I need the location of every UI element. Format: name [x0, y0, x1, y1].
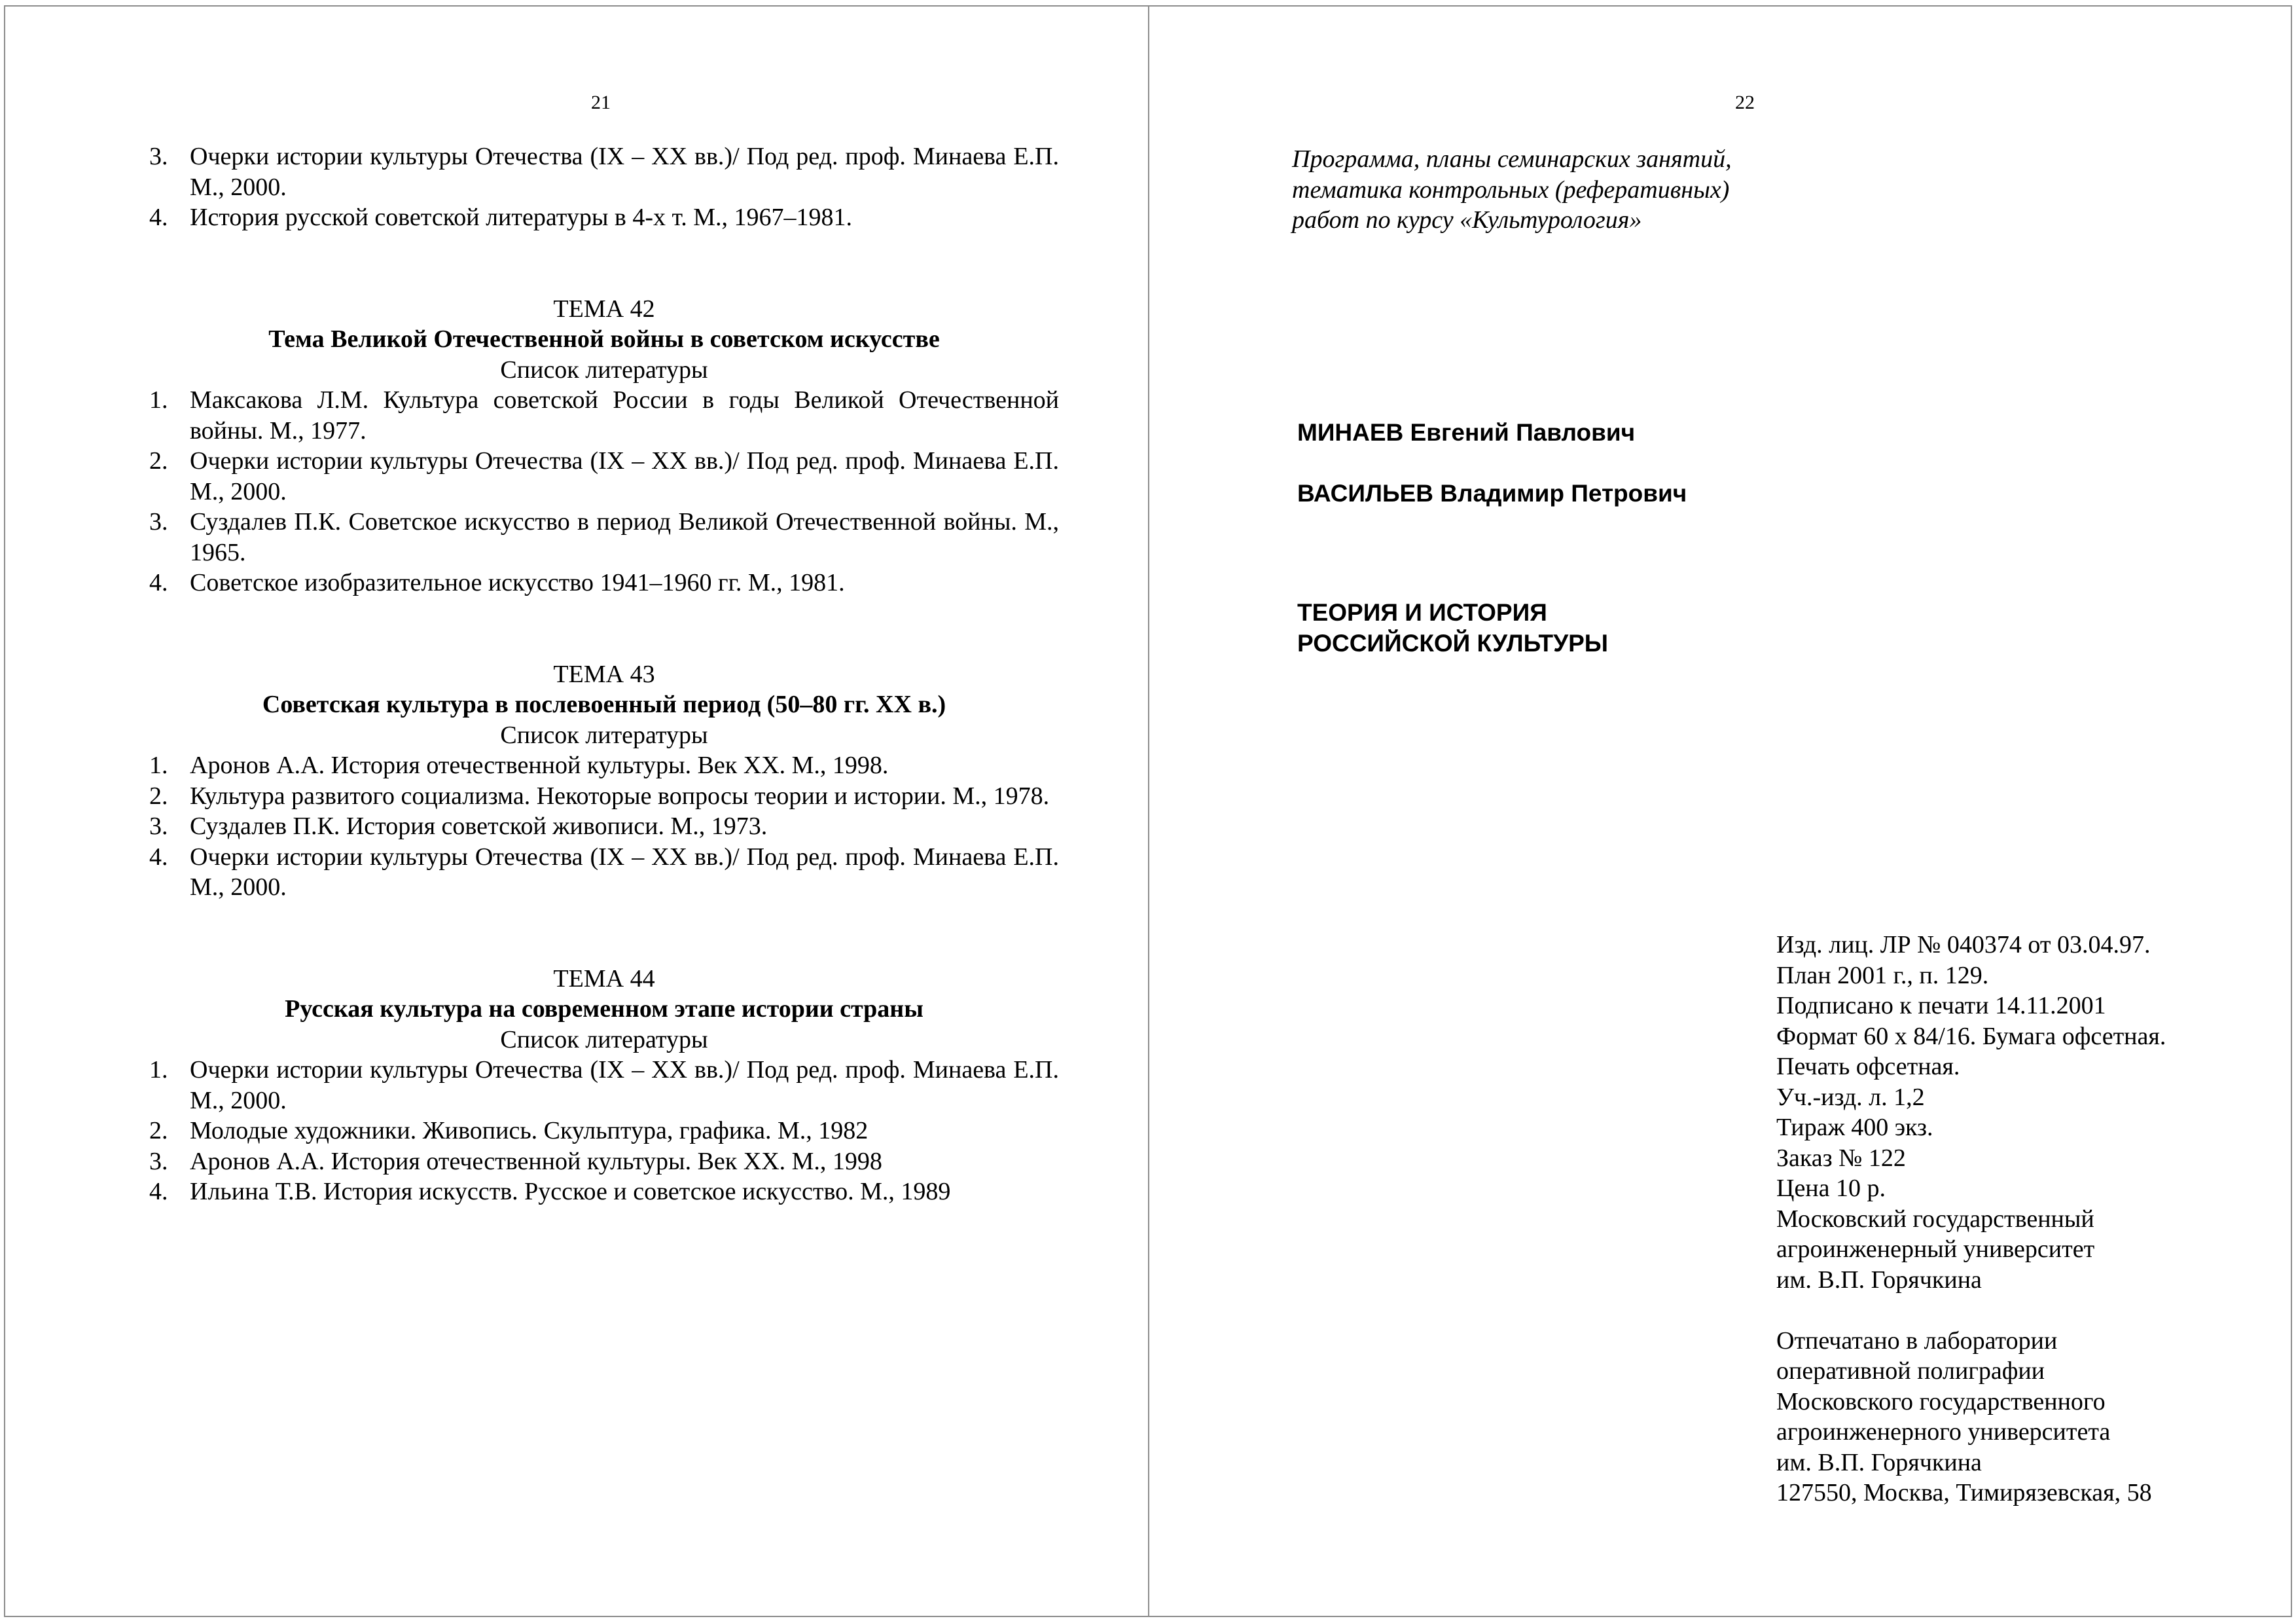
theme-42	[149, 294, 1059, 598]
imprint-line: Цена 10 р.	[1776, 1175, 1886, 1202]
imprint-line: Заказ № 122	[1776, 1144, 1906, 1172]
bibliography-item: 3. Очерки истории культуры Отечества (IX – XX вв.)/ Под ред. проф. Минаева Е.П. М., 2000.	[149, 143, 1059, 201]
bibliography-list	[149, 750, 1059, 903]
bibliography-item: 2. Культура развитого социализма. Некоторые вопросы теории и истории. М., 1978.	[149, 782, 1050, 810]
bibliography-list	[149, 1055, 1059, 1207]
printer-line: агроинженерного университета	[1776, 1418, 2111, 1446]
bibliography-item: 1. Очерки истории культуры Отечества (IX – XX вв.)/ Под ред. проф. Минаева Е.П. М., 2000.	[149, 1056, 1059, 1114]
imprint-line: Печать офсетная.	[1776, 1053, 1960, 1080]
left-page-content	[149, 141, 1059, 1207]
printer-line: им. В.П. Горячкина	[1776, 1448, 1982, 1476]
bibliography-item: 3. Суздалев П.К. Советское искусство в период Великой Отечественной войны. М., 1965.	[149, 508, 1059, 566]
imprint-line: Тираж 400 экз.	[1776, 1114, 1933, 1141]
author-name: МИНАЕВ Евгений Павлович	[1297, 419, 1636, 446]
bibliography-item: 2. Очерки истории культуры Отечества (IX – XX вв.)/ Под ред. проф. Минаева Е.П. М., 2000.	[149, 447, 1059, 505]
bibliography-item: 4. История русской советской литературы в 4-х т. М., 1967–1981.	[149, 204, 853, 231]
course-description-line: работ по курсу «Культурология»	[1292, 206, 1642, 234]
theme-title: Русская культура на современном этапе истории страны	[285, 995, 924, 1023]
theme-label: ТЕМА 43	[553, 660, 655, 688]
theme-43	[149, 659, 1059, 903]
continued-bibliography	[149, 141, 1059, 233]
imprint-line: Московский государственный	[1776, 1205, 2094, 1233]
bibliography-list	[149, 385, 1059, 598]
page-number: 22	[1735, 92, 1755, 113]
imprint-line: Изд. лиц. ЛР № 040374 от 03.04.97.	[1776, 931, 2151, 958]
bibliography-item: 4. Очерки истории культуры Отечества (IX – XX вв.)/ Под ред. проф. Минаева Е.П. М., 2000.	[149, 843, 1059, 901]
left-page	[4, 5, 1151, 1617]
theme-title: Тема Великой Отечественной войны в советском искусстве	[268, 325, 940, 353]
bibliography-item: 1. Максакова Л.М. Культура советской России в годы Великой Отечественной войны. М., 1977.	[149, 386, 1059, 445]
theme-subtitle: Список литературы	[500, 721, 708, 749]
theme-label: ТЕМА 42	[553, 295, 655, 323]
theme-subtitle: Список литературы	[500, 356, 708, 384]
printer-line: Московского государственного	[1776, 1387, 2106, 1415]
imprint-line: План 2001 г., п. 129.	[1776, 961, 1989, 989]
theme-label: ТЕМА 44	[553, 964, 655, 993]
spacer	[1776, 1295, 2166, 1326]
author-name: ВАСИЛЬЕВ Владимир Петрович	[1297, 479, 1687, 507]
printer-line: Отпечатано в лаборатории	[1776, 1326, 2058, 1355]
course-description-line: тематика контрольных (реферативных)	[1292, 175, 1730, 204]
bibliography-item: 3. Суздалев П.К. История советской живописи. М., 1973.	[149, 812, 768, 840]
bibliography-item: 4. Ильина Т.В. История искусств. Русское и советское искусство. М., 1989	[149, 1178, 951, 1205]
book-title-line: ТЕОРИЯ И ИСТОРИЯ	[1297, 599, 1547, 626]
imprint-block	[1776, 930, 2166, 1508]
imprint-line: Уч.-изд. л. 1,2	[1776, 1083, 1925, 1111]
imprint-line: Формат 60 х 84/16. Бумага офсетная.	[1776, 1022, 2166, 1050]
book-title	[1297, 598, 1608, 659]
bibliography-item: 2. Молодые художники. Живопись. Скульптура, графика. М., 1982	[149, 1117, 869, 1144]
imprint-line: им. В.П. Горячкина	[1776, 1266, 1982, 1294]
bibliography-item: 3. Аронов А.А. История отечественной культуры. Век XX. М., 1998	[149, 1147, 882, 1175]
page-number: 21	[591, 92, 611, 113]
theme-44	[149, 964, 1059, 1207]
printer-line: 127550, Москва, Тимирязевская, 58	[1776, 1479, 2152, 1506]
theme-title: Советская культура в послевоенный период (50–80 гг. XX в.)	[262, 691, 946, 718]
theme-subtitle: Список литературы	[500, 1025, 708, 1053]
course-description	[1292, 144, 1732, 236]
right-page	[1148, 5, 2292, 1617]
bibliography-item: 1. Аронов А.А. История отечественной культуры. Век XX. М., 1998.	[149, 752, 889, 779]
course-description-line: Программа, планы семинарских занятий,	[1292, 145, 1732, 173]
book-title-line: РОССИЙСКОЙ КУЛЬТУРЫ	[1297, 629, 1609, 657]
imprint-line: агроинженерный университет	[1776, 1235, 2095, 1263]
bibliography-item: 4. Советское изобразительное искусство 1941–1960 гг. М., 1981.	[149, 569, 845, 596]
imprint-line: Подписано к печати 14.11.2001	[1776, 992, 2106, 1019]
printer-line: оперативной полиграфии	[1776, 1357, 2045, 1385]
authors	[1297, 418, 1687, 509]
